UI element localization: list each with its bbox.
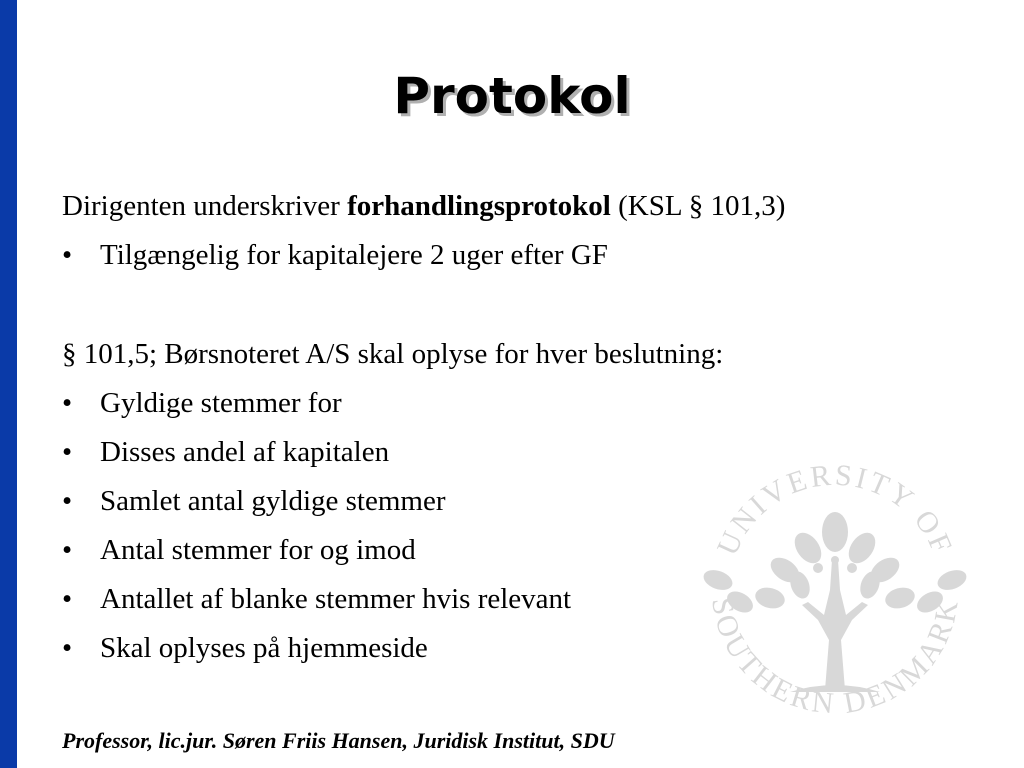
list-item-text: Samlet antal gyldige stemmer [100,485,446,517]
slide-title: Protokol [393,67,631,125]
list-item-text: Antallet af blanke stemmer hvis relevant [100,583,572,615]
list-item-text: Disses andel af kapitalen [100,436,390,468]
university-logo-watermark [690,440,980,730]
bullet-icon: • [62,387,73,419]
spacer [62,284,962,334]
intro-prefix: Dirigenten underskriver [62,190,348,222]
slide-footer: Professor, lic.jur. Søren Friis Hansen, Juridisk Institut, SDU [62,728,615,753]
list-item-text: Gyldige stemmer for [100,387,342,419]
bullet-icon: • [62,632,73,664]
list-item-text: Tilgængelig for kapitalejere 2 uger efter GF [100,239,608,271]
intro-bold-term: forhandlingsprotokol [347,190,611,222]
intro-suffix: (KSL § 101,3) [610,190,786,222]
list-item [62,383,962,432]
bullet-icon: • [62,583,73,615]
list-item-text: Skal oplyses på hjemmeside [100,632,428,664]
bullet-icon: • [62,436,73,468]
bullet-icon: • [62,534,73,566]
bullet-icon: • [62,239,73,271]
logo-text-bottom: SOUTHERN DENMARK [705,594,966,721]
bullet-icon: • [62,485,73,517]
section-heading: § 101,5; Børsnoteret A/S skal oplyse for hver beslutning: [62,338,724,370]
list-item [62,235,962,284]
list-item-text: Antal stemmer for og imod [100,534,416,566]
intro-line [62,186,962,235]
logo-text-top: UNIVERSITY OF [710,458,960,561]
